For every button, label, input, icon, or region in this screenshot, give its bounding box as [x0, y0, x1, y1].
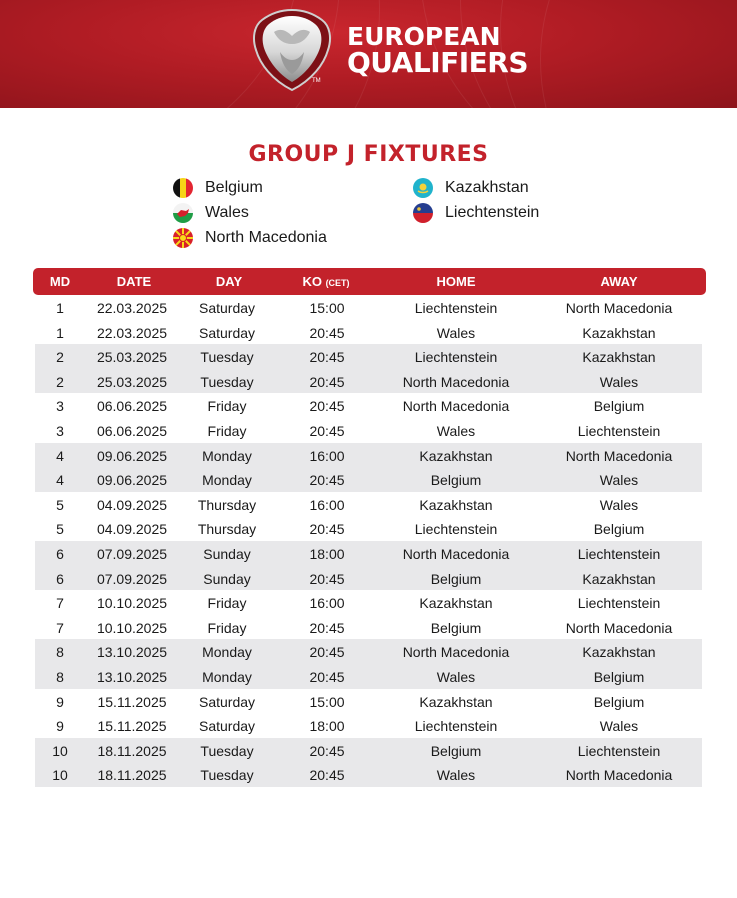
cell-ko: 20:45: [309, 619, 345, 636]
cell-day: Monday: [202, 668, 252, 685]
table-row: [35, 295, 702, 320]
cell-home: North Macedonia: [402, 373, 510, 390]
table-row: [35, 541, 702, 566]
cell-away: Liechtenstein: [577, 595, 661, 612]
ko-label: KO: [302, 274, 322, 289]
cell-day: Monday: [202, 644, 252, 661]
cell-away: Belgium: [593, 521, 645, 538]
cell-away: North Macedonia: [565, 300, 673, 316]
cell-day: Tuesday: [200, 767, 254, 784]
cell-md: 3: [56, 398, 64, 415]
cell-away: Liechtenstein: [577, 422, 661, 439]
cell-day: Friday: [207, 595, 247, 612]
cell-ko: 20:45: [309, 570, 345, 587]
cell-away: Belgium: [593, 398, 645, 415]
brand-line-1: EUROPEAN: [347, 22, 501, 51]
cell-date: 07.09.2025: [96, 545, 168, 562]
cell-day: Friday: [207, 398, 247, 415]
cell-away: North Macedonia: [565, 619, 673, 636]
ko-unit: (CET): [325, 278, 350, 288]
cell-md: 2: [56, 349, 64, 366]
cell-home: Liechtenstein: [414, 718, 498, 735]
cell-ko: 20:45: [309, 398, 345, 415]
team-name: Kazakhstan: [445, 179, 529, 196]
cell-ko: 15:00: [309, 693, 345, 710]
cell-home: North Macedonia: [402, 644, 510, 661]
cell-ko: 16:00: [309, 496, 345, 513]
cell-away: Wales: [599, 373, 639, 390]
cell-home: Wales: [436, 324, 476, 341]
cell-day: Tuesday: [200, 349, 254, 366]
legend-item-north-macedonia: [173, 228, 327, 248]
table-row: [35, 344, 702, 369]
column-header-ko: [302, 274, 349, 289]
cell-date: 25.03.2025: [96, 373, 168, 390]
cell-away: Kazakhstan: [582, 644, 656, 661]
cell-ko: 20:45: [309, 472, 345, 489]
brand-wordmark: [347, 22, 529, 79]
cell-day: Tuesday: [200, 742, 254, 759]
cell-date: 18.11.2025: [97, 767, 167, 784]
cell-day: Saturday: [198, 718, 256, 735]
cell-home: Kazakhstan: [419, 447, 493, 464]
cell-away: Belgium: [593, 693, 645, 710]
team-name: North Macedonia: [205, 229, 327, 246]
cell-date: 09.06.2025: [96, 447, 168, 464]
cell-md: 4: [56, 472, 64, 489]
cell-home: Wales: [436, 767, 476, 784]
table-row: [35, 713, 702, 738]
cell-home: Belgium: [430, 570, 482, 587]
cell-md: 10: [52, 767, 68, 784]
table-row: [35, 467, 702, 492]
fixtures-table-body: [35, 295, 702, 787]
column-header-day: DAY: [215, 274, 243, 289]
cell-date: 10.10.2025: [96, 595, 168, 612]
table-row: [35, 393, 702, 418]
cell-md: 6: [56, 570, 64, 587]
cell-ko: 18:00: [309, 545, 345, 562]
cell-ko: 20:45: [309, 373, 345, 390]
table-row: [35, 516, 702, 541]
cell-home: Kazakhstan: [419, 496, 493, 513]
table-row: [35, 320, 702, 345]
cell-ko: 20:45: [309, 644, 345, 661]
cell-ko: 16:00: [309, 595, 345, 612]
cell-away: Kazakhstan: [582, 324, 656, 341]
cell-day: Monday: [202, 447, 252, 464]
column-header-date: DATE: [116, 274, 152, 289]
cell-home: Belgium: [430, 472, 482, 489]
cell-md: 7: [56, 595, 64, 612]
cell-day: Thursday: [197, 496, 257, 513]
cell-day: Thursday: [197, 521, 257, 538]
cell-date: 10.10.2025: [96, 619, 168, 636]
european-qualifiers-trophy-logo-icon: [250, 8, 334, 92]
team-name: Liechtenstein: [445, 204, 540, 221]
trademark-symbol: TM: [312, 78, 321, 84]
table-row: [35, 492, 702, 517]
legend-item-liechtenstein: [413, 203, 539, 223]
cell-away: Wales: [599, 472, 639, 489]
cell-away: Kazakhstan: [582, 349, 656, 366]
cell-day: Friday: [207, 619, 247, 636]
table-row: [35, 639, 702, 664]
table-row: [35, 566, 702, 591]
cell-home: Belgium: [430, 619, 482, 636]
cell-date: 09.06.2025: [96, 472, 168, 489]
cell-date: 04.09.2025: [96, 496, 168, 513]
cell-day: Sunday: [203, 545, 251, 562]
brand-line-2: QUALIFIERS: [347, 46, 529, 79]
legend-item-wales: [173, 203, 249, 223]
cell-ko: 20:45: [309, 324, 345, 341]
cell-md: 8: [56, 668, 64, 685]
cell-date: 06.06.2025: [96, 422, 168, 439]
table-row: [35, 615, 702, 640]
cell-home: Liechtenstein: [414, 521, 498, 538]
cell-md: 5: [56, 496, 64, 513]
cell-day: Monday: [202, 472, 252, 489]
cell-home: Kazakhstan: [419, 693, 493, 710]
column-header-away: AWAY: [600, 274, 638, 289]
cell-md: 1: [56, 300, 64, 316]
cell-ko: 20:45: [309, 422, 345, 439]
header-banner: [0, 0, 737, 108]
cell-md: 2: [56, 373, 64, 390]
cell-away: Kazakhstan: [582, 570, 656, 587]
cell-ko: 20:45: [309, 521, 345, 538]
cell-ko: 18:00: [309, 718, 345, 735]
cell-home: Liechtenstein: [414, 349, 498, 366]
liechtenstein-flag-icon: [413, 203, 433, 223]
cell-home: Wales: [436, 668, 476, 685]
cell-day: Saturday: [198, 693, 256, 710]
cell-md: 1: [56, 324, 64, 341]
table-row: [35, 738, 702, 763]
cell-date: 22.03.2025: [96, 300, 168, 316]
cell-date: 22.03.2025: [96, 324, 168, 341]
table-row: [35, 762, 702, 787]
cell-md: 10: [52, 742, 68, 759]
cell-date: 13.10.2025: [96, 644, 168, 661]
page-title: GROUP J FIXTURES: [248, 142, 489, 167]
cell-home: Wales: [436, 422, 476, 439]
cell-day: Sunday: [203, 570, 251, 587]
table-row: [35, 664, 702, 689]
cell-md: 8: [56, 644, 64, 661]
cell-ko: 20:45: [309, 767, 345, 784]
cell-md: 4: [56, 447, 64, 464]
cell-home: North Macedonia: [402, 398, 510, 415]
cell-md: 5: [56, 521, 64, 538]
legend-item-kazakhstan: [413, 178, 529, 198]
north-macedonia-flag-icon: [173, 228, 193, 248]
cell-date: 06.06.2025: [96, 398, 168, 415]
cell-date: 25.03.2025: [96, 349, 168, 366]
kazakhstan-flag-icon: [413, 178, 433, 198]
cell-away: Belgium: [593, 668, 645, 685]
cell-date: 15.11.2025: [97, 693, 167, 710]
legend-item-belgium: [173, 178, 263, 198]
cell-ko: 20:45: [309, 742, 345, 759]
cell-away: North Macedonia: [565, 767, 673, 784]
cell-ko: 20:45: [309, 668, 345, 685]
cell-date: 18.11.2025: [97, 742, 167, 759]
cell-day: Saturday: [198, 300, 256, 316]
cell-home: Kazakhstan: [419, 595, 493, 612]
cell-home: North Macedonia: [402, 545, 510, 562]
cell-away: Wales: [599, 718, 639, 735]
cell-home: Liechtenstein: [414, 300, 498, 316]
cell-date: 13.10.2025: [96, 668, 168, 685]
table-row: [35, 418, 702, 443]
cell-md: 3: [56, 422, 64, 439]
cell-day: Tuesday: [200, 373, 254, 390]
wales-flag-icon: [173, 203, 193, 223]
cell-away: North Macedonia: [565, 447, 673, 464]
cell-date: 04.09.2025: [96, 521, 168, 538]
cell-home: Belgium: [430, 742, 482, 759]
cell-md: 9: [56, 718, 64, 735]
cell-date: 15.11.2025: [97, 718, 167, 735]
cell-ko: 20:45: [309, 349, 345, 366]
fixtures-table-header: [33, 268, 706, 295]
cell-away: Liechtenstein: [577, 545, 661, 562]
team-legend: [0, 176, 737, 256]
cell-day: Saturday: [198, 324, 256, 341]
table-row: [35, 689, 702, 714]
cell-away: Wales: [599, 496, 639, 513]
cell-day: Friday: [207, 422, 247, 439]
cell-date: 07.09.2025: [96, 570, 168, 587]
table-row: [35, 590, 702, 615]
column-header-md: MD: [49, 274, 71, 289]
cell-md: 6: [56, 545, 64, 562]
table-row: [35, 369, 702, 394]
team-name: Wales: [205, 204, 249, 221]
cell-ko: 15:00: [309, 300, 345, 316]
table-row: [35, 443, 702, 468]
cell-md: 7: [56, 619, 64, 636]
team-name: Belgium: [205, 179, 263, 196]
cell-md: 9: [56, 693, 64, 710]
belgium-flag-icon: [173, 178, 193, 198]
column-header-home: HOME: [436, 274, 476, 289]
cell-away: Liechtenstein: [577, 742, 661, 759]
cell-ko: 16:00: [309, 447, 345, 464]
